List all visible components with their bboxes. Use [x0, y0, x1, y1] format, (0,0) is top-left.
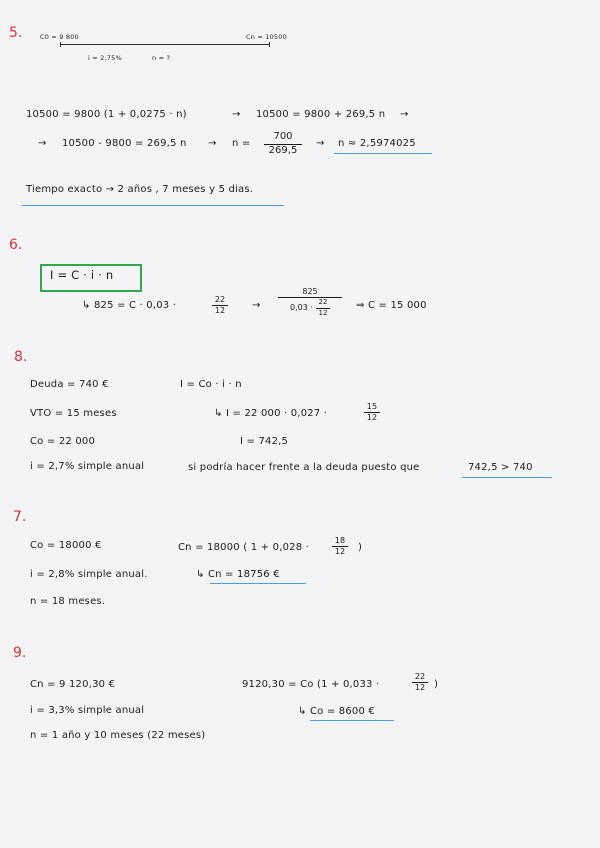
- fraction-bar: [278, 297, 342, 298]
- arrow-3: →: [38, 138, 47, 149]
- fraction-denominator: 12: [318, 308, 328, 317]
- section-7-number: 7.: [13, 509, 27, 525]
- fraction-numerator: 22: [414, 672, 426, 681]
- denominator-prefix: 0,03 ·: [290, 303, 313, 313]
- arrow-6: →: [252, 300, 261, 311]
- comparison-underline: [462, 477, 552, 478]
- section-6-number: 6.: [9, 237, 23, 253]
- timeline-rate-label: i = 2,75%: [88, 54, 122, 62]
- fraction-denominator: 12: [334, 547, 346, 557]
- interest-formula: I = C · i · n: [50, 268, 114, 282]
- calc-prefix: ↳ I = 22 000 · 0,027 ·: [214, 408, 328, 419]
- timeline-cn-label: Cn = 10500: [246, 33, 287, 41]
- fraction-numerator: 825: [302, 287, 318, 296]
- result-underline: [210, 583, 306, 584]
- calc-fraction: [212, 296, 228, 316]
- co: Co = 22 000: [30, 436, 96, 447]
- fraction-denominator: 12: [366, 413, 378, 423]
- rate: i = 3,3% simple anual: [30, 705, 145, 716]
- fraction-denominator: 12: [414, 683, 426, 693]
- result-co: ↳ Co = 8600 €: [298, 706, 375, 717]
- tiempo-underline: [22, 205, 284, 206]
- section-5-number: 5.: [9, 25, 23, 41]
- vto: VTO = 15 meses: [30, 408, 117, 419]
- fraction-denominator: [290, 299, 330, 317]
- result-n: n ≈ 2,5974025: [338, 138, 416, 149]
- equation-3: 10500 - 9800 = 269,5 n: [62, 138, 187, 149]
- timeline-c0-label: C0 = 9 800: [40, 33, 79, 41]
- formula: I = Co · i · n: [180, 379, 242, 390]
- calc-line-prefix: ↳ 825 = C · 0,03 ·: [82, 300, 177, 311]
- cn: Cn = 9 120,30 €: [30, 679, 116, 690]
- deuda: Deuda = 740 €: [30, 379, 109, 390]
- c-fraction: [278, 288, 342, 317]
- formula-prefix: Cn = 18000 ( 1 + 0,028 ·: [178, 542, 310, 553]
- result-i: I = 742,5: [240, 436, 289, 447]
- arrow-4: →: [208, 138, 217, 149]
- arrow-2: →: [400, 109, 409, 120]
- formula-prefix: 9120,30 = Co (1 + 0,033 ·: [242, 679, 380, 690]
- rate: i = 2,7% simple anual: [30, 461, 145, 472]
- n: n = 1 año y 10 meses (22 meses): [30, 730, 206, 741]
- formula-fraction: [332, 537, 348, 557]
- rate: i = 2,8% simple anual.: [30, 569, 148, 580]
- arrow-5: →: [316, 138, 325, 149]
- comparison: 742,5 > 740: [468, 462, 533, 473]
- result-underline: [310, 720, 394, 721]
- result-underline: [334, 153, 432, 154]
- fraction-numerator: 700: [273, 131, 293, 142]
- equation-1: 10500 = 9800 (1 + 0,0275 · n): [26, 109, 187, 120]
- n: n = 18 meses.: [30, 596, 106, 607]
- fraction-denominator: 269,5: [268, 144, 298, 156]
- equation-4-fraction: [264, 132, 302, 156]
- result-c: ⇒ C = 15 000: [356, 300, 427, 311]
- equation-4-prefix: n =: [232, 138, 251, 149]
- timeline-tick-start: [60, 42, 61, 47]
- fraction-numerator: 15: [366, 402, 378, 411]
- arrow-1: →: [232, 109, 241, 120]
- formula-suffix: ): [358, 542, 363, 553]
- timeline-line: [60, 44, 270, 45]
- calc-fraction: [364, 403, 380, 423]
- result-cn: ↳ Cn = 18756 €: [196, 569, 280, 580]
- conclusion: si podría hacer frente a la deuda puesto que: [188, 462, 420, 473]
- tiempo-exacto: Tiempo exacto → 2 años , 7 meses y 5 dias.: [26, 184, 254, 195]
- fraction-numerator: 18: [334, 536, 346, 545]
- timeline-tick-end: [269, 42, 270, 47]
- timeline-n-label: n = ?: [152, 54, 171, 62]
- co: Co = 18000 €: [30, 540, 102, 551]
- equation-2: 10500 = 9800 + 269,5 n: [256, 109, 386, 120]
- nested-fraction: [316, 299, 330, 317]
- formula-suffix: ): [434, 679, 439, 690]
- section-9-number: 9.: [13, 645, 27, 661]
- section-8-number: 8.: [14, 349, 28, 365]
- fraction-numerator: 22: [214, 295, 226, 304]
- fraction-denominator: 12: [214, 306, 226, 316]
- formula-fraction: [412, 673, 428, 693]
- fraction-numerator: 22: [318, 298, 328, 307]
